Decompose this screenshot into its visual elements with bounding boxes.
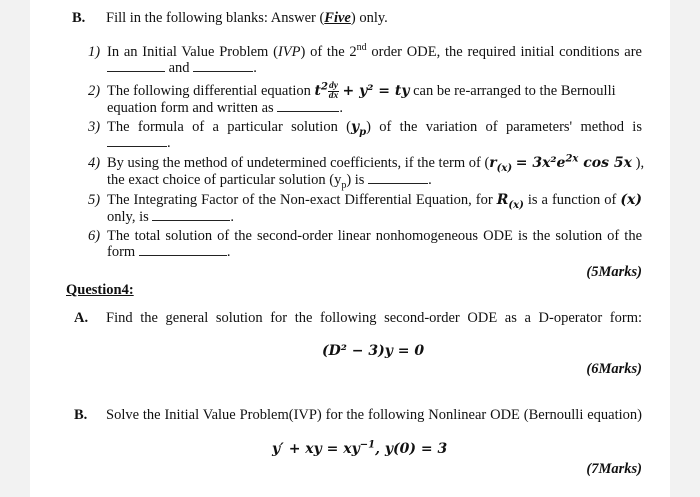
item-3-line1: The formula of a particular solution $(y_p)$ of the variation of parameters' method is bbox=[107, 119, 642, 138]
section-b-marks: (5Marks) bbox=[586, 264, 642, 280]
exam-page bbox=[30, 0, 670, 497]
part-b-marks: (7Marks) bbox=[586, 461, 642, 477]
item-1-blank-b[interactable] bbox=[193, 60, 253, 72]
section-b-letter: B. bbox=[72, 10, 86, 26]
item-6-line1: The total solution of the second-order linear nonhomogeneous ODE is the solution of the bbox=[107, 228, 642, 244]
item-2-line2: equation form and written as . bbox=[107, 100, 343, 116]
dy-dx-fraction: $\frac{dy}{dx}$ bbox=[328, 81, 339, 102]
part-a-equation: (D² − 3)y = 0 bbox=[322, 343, 425, 359]
item-2-number: 2) bbox=[88, 83, 101, 99]
item-2-line1: The following differential equation $t^2$ $\frac{dy}{dx}$ + y² = ty can be re-arranged to the Bernoulli bbox=[107, 81, 616, 102]
part-b-letter: B. bbox=[74, 407, 88, 423]
item-1-number: 1) bbox=[88, 44, 101, 60]
item-1-blank-a[interactable] bbox=[107, 60, 165, 72]
item-1-line1: In an Initial Value Problem (IVP) of the 2nd order ODE, the required initial conditions are bbox=[107, 42, 642, 60]
item-6-blank[interactable] bbox=[139, 244, 227, 256]
item-5-blank[interactable] bbox=[152, 209, 230, 221]
item-5-number: 5) bbox=[88, 192, 101, 208]
item-5-line2: only, is . bbox=[107, 209, 235, 225]
part-b-text: Solve the Initial Value Problem(IVP) for the following Nonlinear ODE (Bernoulli equation) bbox=[106, 407, 642, 423]
item-6-number: 6) bbox=[88, 228, 101, 244]
item-3-number: 3) bbox=[88, 119, 101, 135]
item-4-number: 4) bbox=[88, 155, 101, 171]
part-b-equation: y′ + xy = $xy^{-1}$, y(0) = 3 bbox=[272, 439, 448, 457]
question-4-heading: Question4: bbox=[66, 282, 134, 298]
item-5-line1: The Integrating Factor of the Non-exact Differential Equation, for $R_{(x)}$ is a function of (x) bbox=[107, 192, 642, 211]
item-4-line2: the exact choice of particular solution $(y_p)$ is . bbox=[107, 172, 432, 191]
part-a-marks: (6Marks) bbox=[586, 361, 642, 377]
item-3-line2: . bbox=[107, 134, 171, 152]
item-3-blank[interactable] bbox=[107, 135, 167, 147]
part-a-letter: A. bbox=[74, 310, 89, 326]
item-4-line1: By using the method of undetermined coefficients, if the term of ($r_{(x)} = 3x^2e^{2x}$ cos 5x ), bbox=[107, 153, 645, 174]
part-a-text: Find the general solution for the following second-order ODE as a D-operator form: bbox=[106, 310, 642, 326]
item-1-line2: and . bbox=[107, 59, 257, 77]
item-6-line2: form . bbox=[107, 244, 231, 260]
item-2-blank[interactable] bbox=[277, 100, 339, 112]
section-b-instruction: Fill in the following blanks: Answer (Five) only. bbox=[106, 10, 388, 26]
item-4-blank[interactable] bbox=[368, 172, 428, 184]
